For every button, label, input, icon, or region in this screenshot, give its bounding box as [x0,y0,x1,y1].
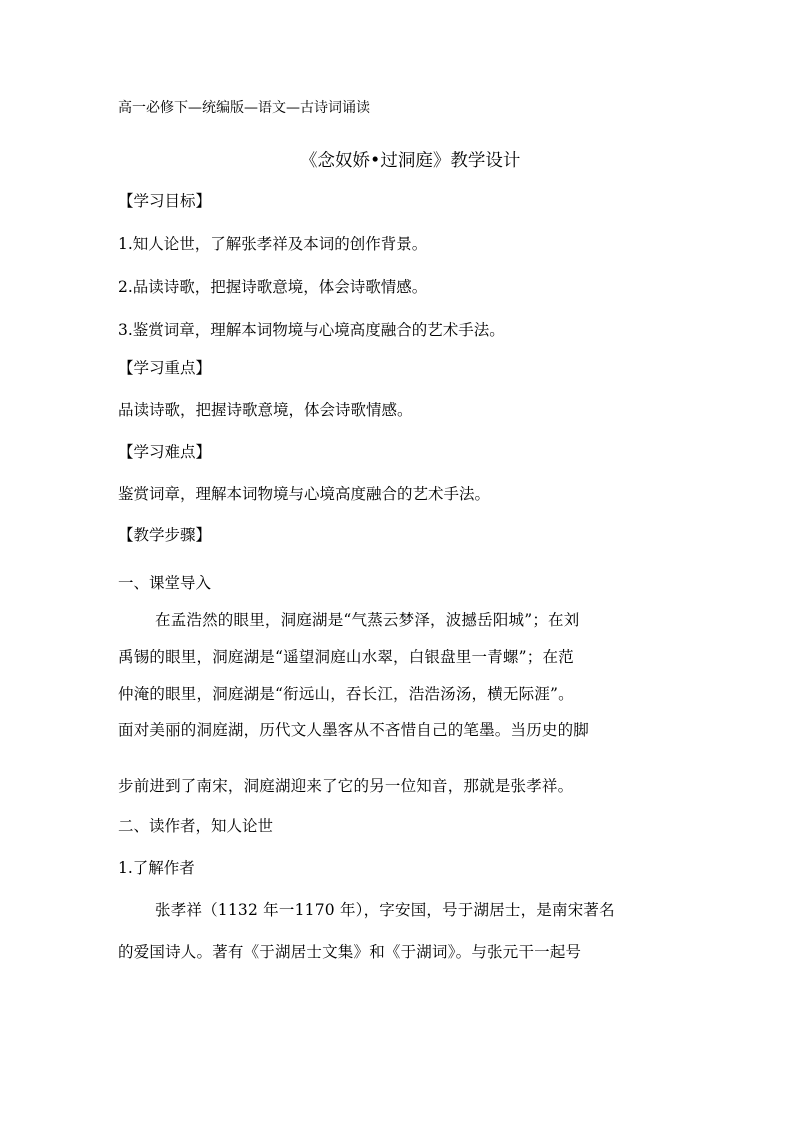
objective-item-1: 1.知人论世，了解张孝祥及本词的创作背景。 [118,235,428,253]
breadcrumb: 高一必修下—统编版—语文—古诗词诵读 [118,100,370,116]
difficulties-text: 鉴赏词章，理解本词物境与心境高度融合的艺术手法。 [118,485,491,503]
key-points-text: 品读诗歌，把握诗歌意境，体会诗歌情感。 [118,401,413,419]
objective-item-3: 3.鉴赏词章，理解本词物境与心境高度融合的艺术手法。 [118,321,505,339]
objective-item-2: 2.品读诗歌，把握诗歌意境，体会诗歌情感。 [118,278,428,296]
part1-line-1: 在孟浩然的眼里，洞庭湖是“气蒸云梦泽，波撼岳阳城”；在刘 [155,611,580,629]
part1-line-3: 仲淹的眼里，洞庭湖是“衔远山，吞长江，浩浩汤汤，横无际涯”。 [118,685,574,703]
part2-sub1-title: 1.了解作者 [118,859,195,877]
part1-line-4: 面对美丽的洞庭湖，历代文人墨客从不吝惜自己的笔墨。当历史的脚 [118,721,590,739]
part1-line-2: 禹锡的眼里，洞庭湖是“遥望洞庭山水翠，白银盘里一青螺”；在范 [118,648,574,666]
key-points-heading: 【学习重点】 [118,359,212,377]
part1-line-5: 步前进到了南宋，洞庭湖迎来了它的另一位知音，那就是张孝祥。 [118,777,574,795]
difficulties-heading: 【学习难点】 [118,443,212,461]
part2-sub1-line-1: 张孝祥（1132 年一1170 年），字安国，号于湖居士，是南宋著名 [155,901,615,919]
page-title: 《念奴娇•过洞庭》教学设计 [300,151,521,171]
part1-title: 一、课堂导入 [118,574,212,592]
objectives-heading: 【学习目标】 [118,192,212,210]
steps-heading: 【教学步骤】 [118,526,212,544]
part2-sub1-line-2: 的爱国诗人。著有《于湖居士文集》和《于湖词》。与张元干一起号 [118,943,582,961]
part2-title: 二、读作者，知人论世 [118,817,274,835]
